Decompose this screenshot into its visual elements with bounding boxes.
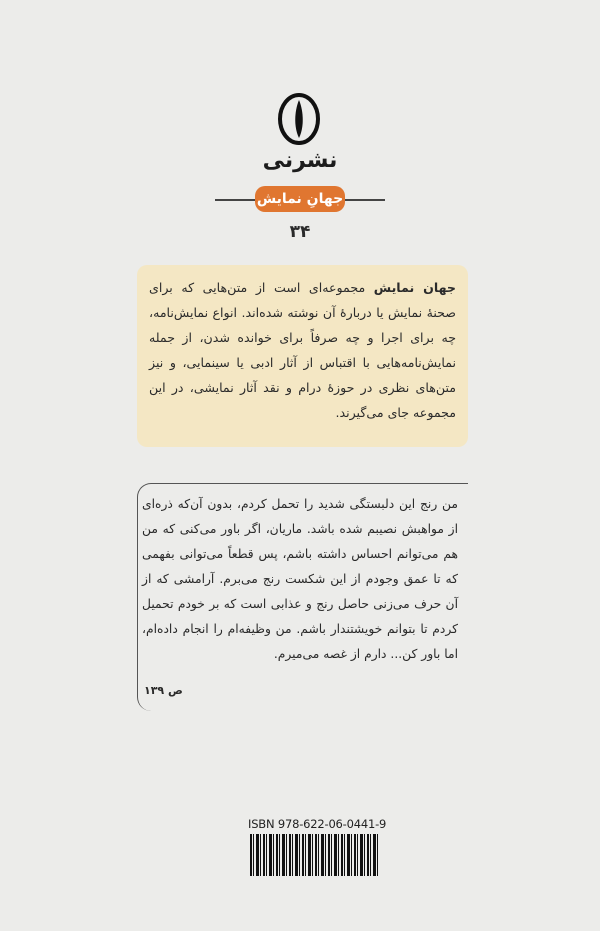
series-name: جهانِ نمایش [255, 186, 345, 212]
series-number: ۳۴ [289, 222, 311, 242]
series-badge [215, 186, 385, 212]
series-description [137, 265, 468, 447]
description-text: مجموعه‌ای است از متن‌هایی که برای صحنهٔ نمایش یا دربارهٔ آن نوشته شده‌اند. انواع نمایش‌نامه، چه برای اجرا و چه صرفاً برای خوانده شدن، از جمله نمایش‌نامه‌هایی با اقتباس از آثار ادبی یا سینمایی، و نیز متن‌های نظری در حوزهٔ درام و نقد آثار نمایشی، در این مجموعه جای می‌گیرند. [149, 280, 456, 420]
description-bold: جهان نمایش [373, 280, 456, 295]
publisher-logo-icon [277, 92, 321, 146]
isbn: ISBN 978-622-06-0441-9 [248, 817, 387, 831]
barcode-icon [250, 834, 378, 876]
publisher-name: نشرنی [262, 148, 338, 173]
excerpt-page: ص ۱۳۹ [144, 684, 183, 697]
book-excerpt [137, 483, 468, 711]
excerpt-text: من رنج این دلبستگی شدید را تحمل کردم، بدون آن‌که ذره‌ای از مواهبش نصیبم شده باشد. ماریان، اگر باور می‌کنی که من هم می‌توانم احساس داشته باشم، پس قطعاً می‌توانی بفهمی که تا عمق وجودم از این شکست رنج می‌برم. آرامشی که از آن حرف می‌زنی حاصل رنج و عذابی است که بر خودم تحمیل کردم تا بتوانم خویشتندار باشم. من وظیفه‌ام را انجام داده‌ام، اما باور کن... دارم از غصه می‌میرم. [142, 497, 458, 661]
